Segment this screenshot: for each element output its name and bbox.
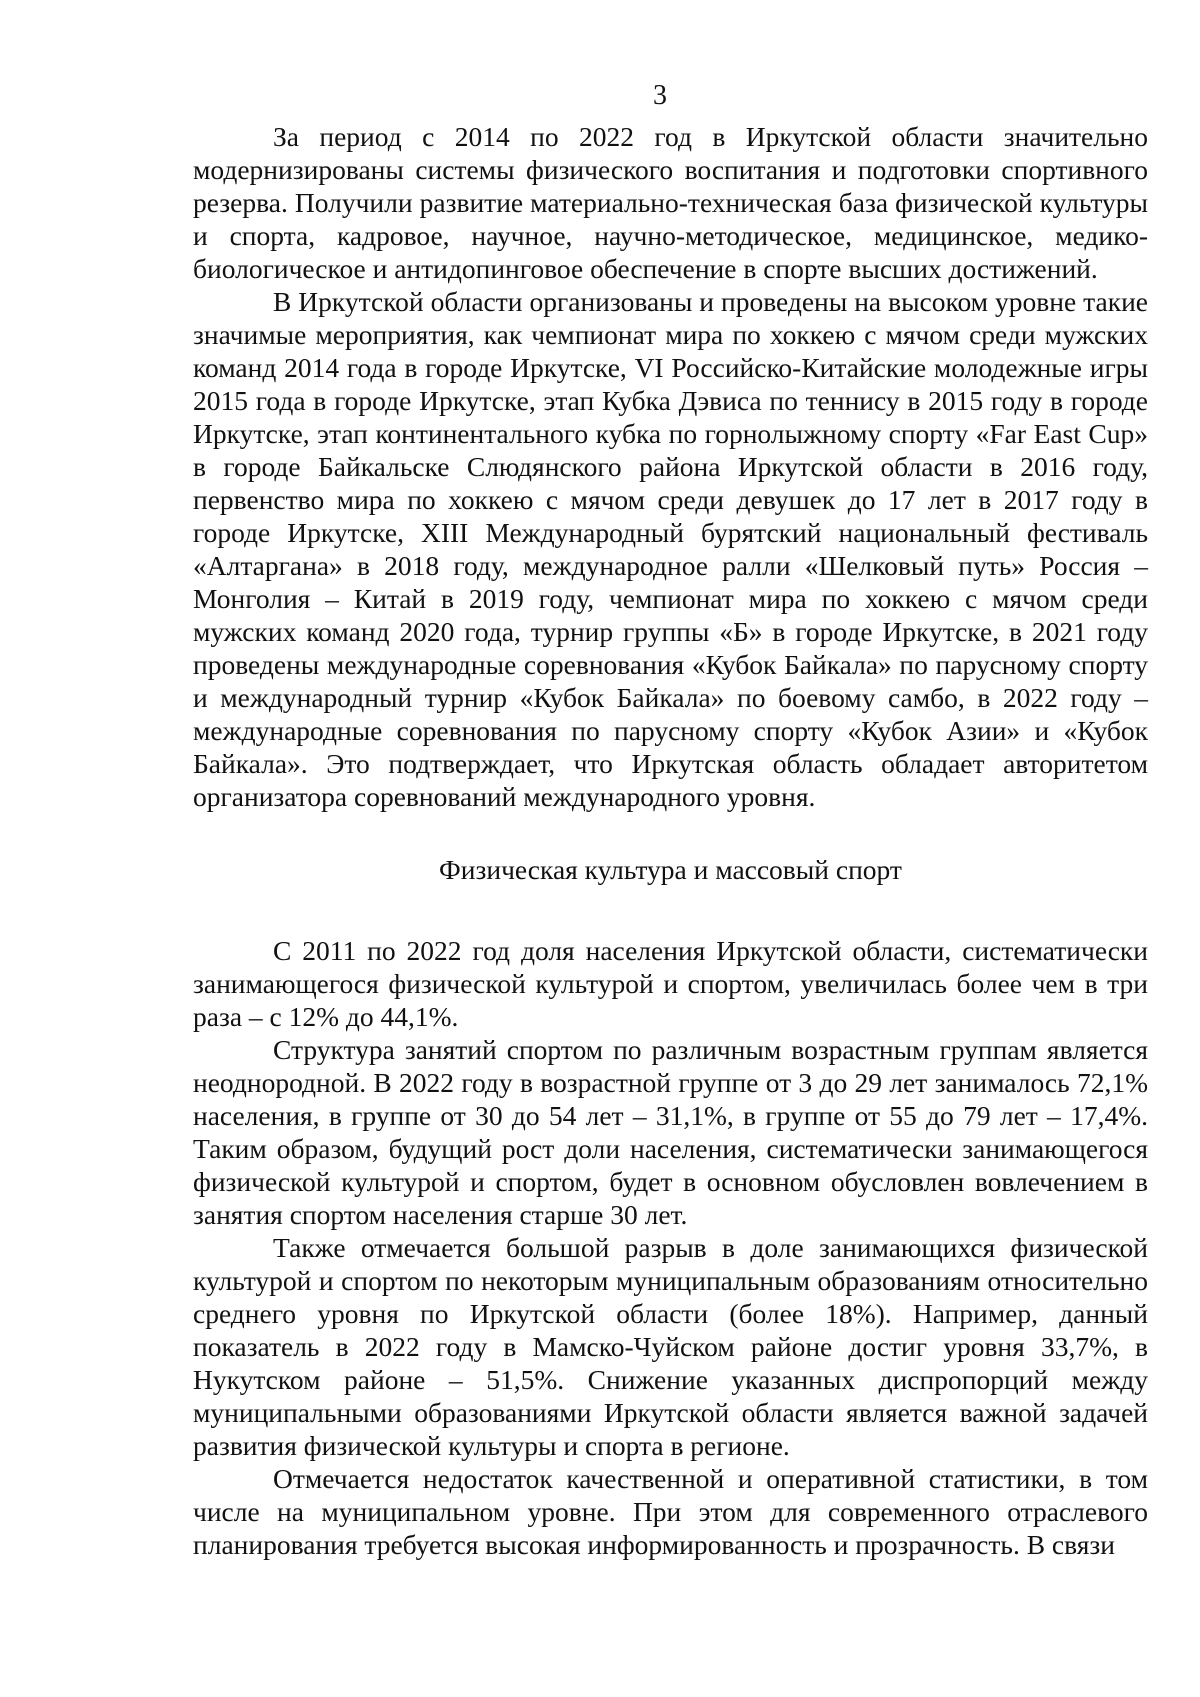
paragraph-modernization: За период с 2014 по 2022 год в Иркутской области значительно модернизированы системы физического воспитания и подготовки спортивного резерва. Получили развитие материально-техническая база физической культуры и спорта, кадровое, научное, научно-методическое, медицинское, медико-биологическое и антидопинговое обеспечение в спорте высших достижений. bbox=[193, 121, 1148, 284]
paragraph-age-groups: Структура занятий спортом по различным возрастным группам является неоднородной. В 2022 году в возрастной группе от 3 до 29 лет занималось 72,1% населения, в группе от 30 до 54 лет – 31,1%, в группе от 55 до 79 лет – 17,4%. Таким образом, будущий рост доли населения, систематически занимающегося физической культурой и спортом, будет в основном обусловлен вовлечением в занятия спортом населения старше 30 лет. bbox=[193, 1034, 1148, 1230]
page-number: 3 bbox=[653, 80, 667, 111]
paragraph-statistics: Отмечается недостаток качественной и оперативной статистики, в том числе на муниципальном уровне. При этом для современного отраслевого планирования требуется высокая информированность и прозрачность. В связи bbox=[193, 1463, 1148, 1560]
paragraph-municipal-gap: Также отмечается большой разрыв в доле занимающихся физической культурой и спортом по некоторым муниципальным образованиям относительно среднего уровня по Иркутской области (более 18%). Например, данный показатель в 2022 году в Мамско-Чуйском районе достиг уровня 33,7%, в Нукутском районе – 51,5%. Снижение указанных диспропорций между муниципальными образованиями Иркутской области является важной задачей развития физической культуры и спорта в регионе. bbox=[193, 1232, 1148, 1461]
document-body bbox=[193, 120, 1148, 1561]
section-title: Физическая культура и массовый спорт bbox=[439, 854, 902, 885]
paragraph-international-events: В Иркутской области организованы и проведены на высоком уровне такие значимые мероприятия, как чемпионат мира по хоккею с мячом среди мужских команд 2014 года в городе Иркутске, VI Российско-Китайские молодежные игры 2015 года в городе Иркутске, этап Кубка Дэвиса по теннису в 2015 году в городе Иркутске, этап континентального кубка по горнолыжному спорту «Far East Cup» в городе Байкальске Слюдянского района Иркутской области в 2016 году, первенство мира по хоккею с мячом среди девушек до 17 лет в 2017 году в городе Иркутске, XIII Международный бурятский национальный фестиваль «Алтаргана» в 2018 году, международное ралли «Шелковый путь» Россия – Монголия – Китай в 2019 году, чемпионат мира по хоккею с мячом среди мужских команд 2020 года, турнир группы «Б» в городе Иркутске, в 2021 году проведены международные соревнования «Кубок Байкала» по парусному спорту и международный турнир «Кубок Байкала» по боевому самбо, в 2022 году – международные соревнования по парусному спорту «Кубок Азии» и «Кубок Байкала». Это подтверждает, что Иркутская область обладает авторитетом организатора соревнований международного уровня. bbox=[193, 286, 1148, 812]
paragraph-population-share: С 2011 по 2022 год доля населения Иркутской области, систематически занимающегося физической культурой и спортом, увеличилась более чем в три раза – с 12% до 44,1%. bbox=[193, 935, 1148, 1032]
